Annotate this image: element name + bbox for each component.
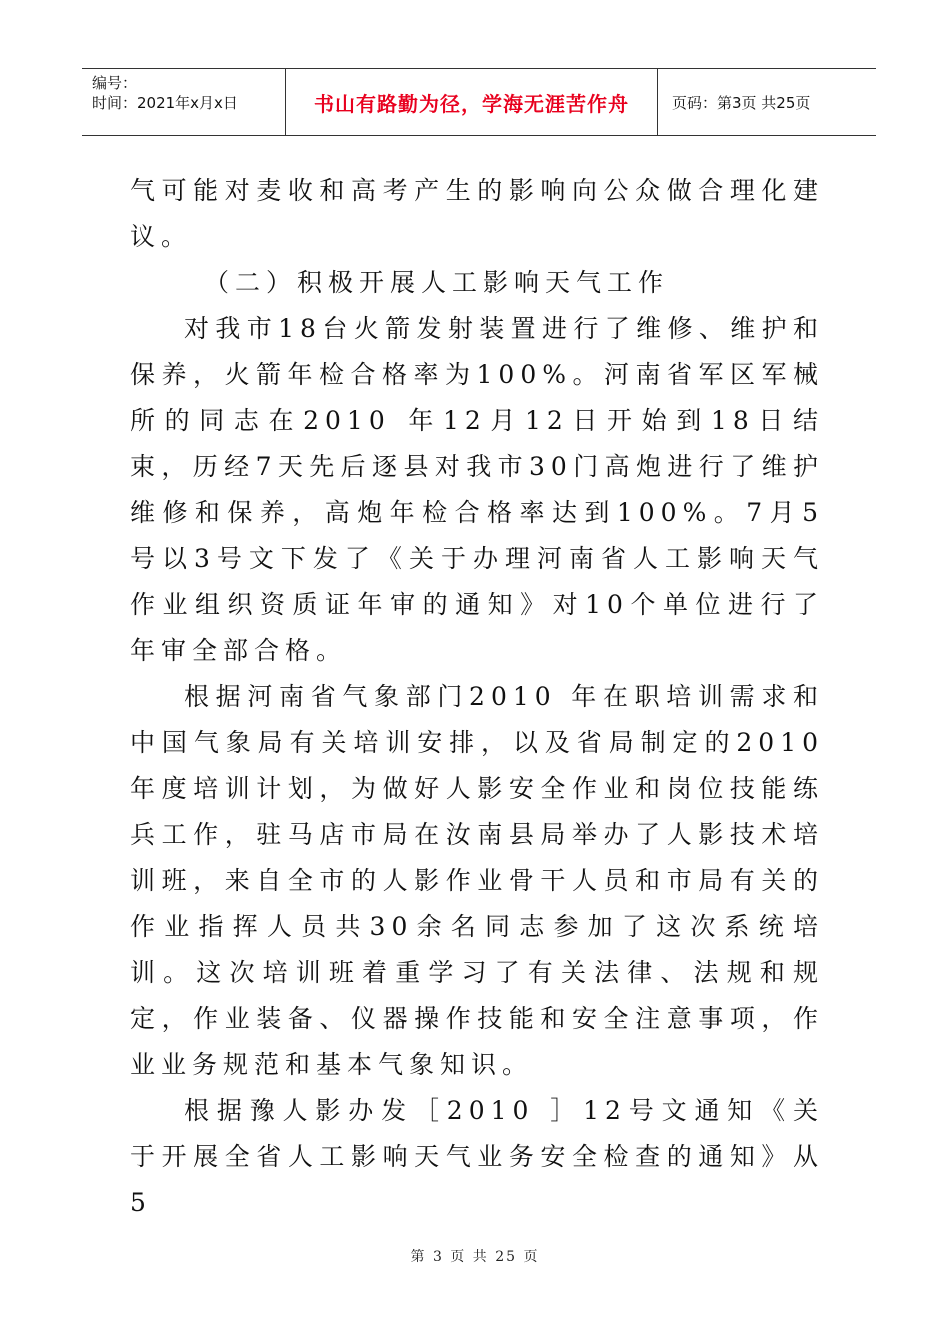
header-motto: 书山有路勤为径，学海无涯苦作舟 — [286, 69, 658, 135]
paragraph: 根据豫人影办发［2010 ］12号文通知《关于开展全省人工影响天气业务安全检查的通知》从5 — [130, 1096, 824, 1217]
paragraph-continuation: 气可能对麦收和高考产生的影响向公众做合理化建议。 — [130, 176, 824, 251]
document-number-label: 编号： — [92, 74, 138, 92]
paragraph: 对我市18台火箭发射装置进行了维修、维护和保养，火箭年检合格率为100%。河南省军区军械所的同志在2010 年12月12日开始到18日结束，历经7天先后逐县对我市30门高炮进行了维护维修和保养，高炮年检合格率达到100%。7月5号以3号文下发了《关于办理河南省人工影响天气作业组织资质证年审的通知》对10个单位进行了年审全部合格。 — [130, 314, 824, 665]
document-header — [82, 68, 876, 136]
header-page-number: 页码：第3页 共25页 — [672, 93, 811, 112]
section-heading: （二）积极开展人工影响天气工作 — [204, 268, 670, 297]
document-time-label: 时间：2021年x月x日 — [92, 94, 238, 112]
header-meta — [82, 69, 286, 135]
paragraph: 根据河南省气象部门2010 年在职培训需求和中国气象局有关培训安排，以及省局制定的2010 年度培训计划，为做好人影安全作业和岗位技能练兵工作，驻马店市局在汝南县局举办了人影技术培训班，来自全市的人影作业骨干人员和市局有关的作业指挥人员共30余名同志参加了这次系统培训。这次培训班着重学习了有关法律、法规和规定，作业装备、仪器操作技能和安全注意事项，作业业务规范和基本气象知识。 — [130, 682, 824, 1079]
document-body — [130, 168, 824, 1226]
page-footer: 第 3 页 共 25 页 — [410, 1249, 540, 1265]
